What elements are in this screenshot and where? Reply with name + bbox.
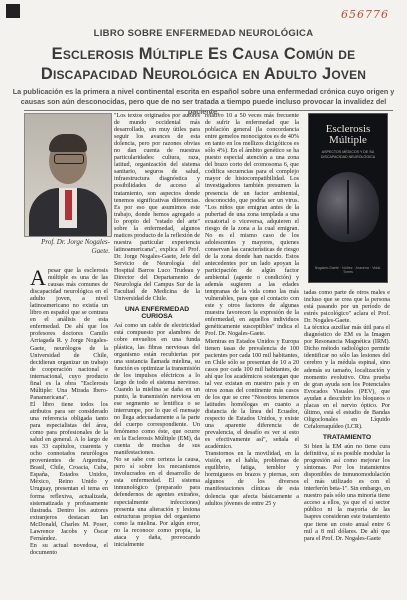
corner-mark bbox=[6, 4, 20, 18]
book-title: Esclerosis Múltiple bbox=[325, 123, 371, 146]
paragraph: No se sabe con certeza la causa, pero sí sobre los mecanismos involucrados en el desarrollo de esta enfermedad. El sistema inmunológico (preparado para defendernos de agentes extraños, especialmente infecciones) presenta una alteración y lesiona estructuras propias del organismo como la mielina. Por algún error, no la reconoce como propia, la ataca y daña, provocando inicialmente bbox=[114, 457, 200, 548]
header-divider bbox=[24, 110, 393, 111]
handwritten-note: 656776 bbox=[341, 8, 389, 21]
paragraph: Transtornos en la movilidad, en la visión, en el habla, problemas de equilibrio, fatiga, temblor y hormigueos en brazos y piernas, son algunos de los diversos manifestaciones clínicas de esta dolencia que afecta básicamente a adultos jóvenes de entre 25 y bbox=[205, 451, 299, 507]
section-subhead: UNA ENFERMEDAD CURIOSA bbox=[124, 306, 190, 321]
book-authors: Nogales-Gaete · Núñez · Aracena · Vidal-Torres bbox=[314, 266, 382, 274]
section-kicker: LIBRO SOBRE ENFERMEDAD NEUROLÓGICA bbox=[93, 28, 314, 39]
brain-illustration bbox=[317, 172, 379, 242]
intro-paragraph: Apesar que la esclerosis múltiple es una de las causas más comunes de discapacidad neurológica en el adulto joven, a nivel latinoamericano no existía un libro en español que se centrara en el análisis de esta enfermedad. De ahí que los profesores doctores Camilo Arriagada R. y Jorge Nogales-Gaete, neurólogos de la Universidad de Chile, decidieran organizar un trabajo de cooperación nacional e internacional, cuyo producto final es la obra "Esclerosis Múltiple: Una Mirada Ibero-Panamericana". bbox=[30, 265, 108, 401]
photo-caption: Prof. Dr. Jorge Nogales-Gaete. bbox=[41, 238, 110, 255]
book-cover-image bbox=[308, 113, 388, 283]
paragraph: La técnica auxiliar más útil para el diagnóstico de EM es la Imagen por Resonancia Magnética (IRM). Dicho método radiológico permite identificar no sólo las lesiones del cerebro y la médula espinal, sino además su tamaño, localización y momento evolutivo. Otra prueba de gran ayuda son los Potenciales Evocados Visuales (PEV), que ayudan a descubrir los bloqueos o placas en el nervio óptico. Por último, está el estudio de Bandas Oligoclonales en Líquido Cefalorraquídeo (LCR). bbox=[304, 325, 390, 430]
text-column-4 bbox=[304, 290, 390, 543]
article-dek: La publicación es la primera a nivel continental escrita en español sobre una enfermedad crónica cuyo origen y causas son aún desconocidas, pero que de no ser tratada a tiempo puede incluso provocar la invalidez del paciente. bbox=[12, 87, 395, 116]
paragraph: tadas como parte de otros males e incluso que se crea que la persona está pasando por un período de estrés psicológico" aclara el Prof. Dr. Nogales-Gaete. bbox=[304, 290, 390, 325]
paragraph: El libro tiene todos los atributos para ser considerado una referencia obligada tanto para especialistas del área, como para profesionales de la salud en general. A lo largo de sus 33 capítulos, cuarenta y ocho connotados neurólogos provenientes de Argentina, Brasil, Chile, Croacia, Cuba, España, Estados Unidos, México, Reino Unido y Uruguay, presentan el tema en forma reflexiva, actualizada, sistematizada y profusamente ilustrada. Dentro los autores extranjeros destacan Ian McDonald, Charles M. Poser, Lawrence Jacobs y Óscar Fernández. bbox=[30, 401, 108, 542]
text-column-1 bbox=[30, 265, 108, 557]
text-column-2 bbox=[114, 113, 200, 549]
paragraph: Mientras en Estados Unidos y Europa tienen tasas de prevalencia de 100 pacientes por cada 100 mil habitantes, en Chile sólo se presentan de 10 a 20 casos por cada 100 mil habitantes, de ahí que los académicos sostengan que tal vez existan en nuestro país y en otros zonas del continente más casos de los que se cree "Nosotros tenemos latitudes homólogas en cuanto a distancia de la línea del Ecuador, respecto de Estados Unidos, y existe una aparente diferencia de prevalencia, el desafío es ver si esto es efectivamente así", señala el académico. bbox=[205, 338, 299, 451]
paragraph: En su actual novedosa, el documento bbox=[30, 542, 108, 556]
section-subhead: TRATAMIENTO bbox=[322, 433, 372, 441]
paragraph: Si bien la EM aún no tiene cura definitiva, sí es posible modular la progresión así como mejorar los síntomas. Por los tratamientos disponibles de inmunomodulación el más utilizado es con el interferón beta-1". Sin embargo, en nuestro país sólo una minoría tiene acceso a ellos, ya que el sí sector público ni la mayoría de las Isapres consideran este tratamiento que tiene un costo anual entre 6 mil a 8 mil dólares. De ahí que para el Prof. Dr. Nogales-Gaete bbox=[304, 443, 390, 542]
drop-cap: A bbox=[30, 265, 46, 290]
paragraph: "Los textos originados por autores de mundo occidental más desarrollado, sin muy útiles para seguir los avances de esta dolencia, pero por razones obvias no dan cuenta de nuestras particularidades: cultura, raza, latitud, organización del sistema sanitario, seguros de salud, infraestructura diagnóstica y posibilidades de acceso al tratamiento, son aspectos donde tenemos significativas diferencias. Es por eso que asumimos este trabajo, donde hemos agregado a lo propio del "estado del arte" sobre la enfermedad, algunos matices producto de la reflexión de nuestra particular experiencia latinoamericana", explica el Prof. Dr. Jorge Nogales-Gaete, Jefe del Servicio de Neurología del Hospital Barros Luco Trudeau y Director del Departamento de Neurología del Campus Sur de la Facultad de Medicina de la Universidad de Chile. bbox=[114, 113, 200, 303]
paragraph: relativo 10 a 50 veces más frecuente de sufrir la enfermedad que la población general (la concordancia entre gemelos monocigotos es de 40% en tanto en los mellizos dicigóticos es sólo 4%). En el ámbito genético se ha puesto especial atención a una zona del brazo corto del cromosoma 6, que codifica secuencias para el complejo mayor de histocompatibilidad. Los investigadores también presumen la presencia de un factor ambiental, desconocido, que podría ser un virus. "Los niños que emigran antes de la pubertad de una zona templada a una ecuatorial o viceversa, adquieren el riesgo de la zona a la cual emigran. No es el mismo caso de los adolescentes y mayores, quienes conservan las características de riesgo de la zona donde han nacido. Estos antecedentes por un lado apoyan la participación de algún factor ambiental (agente o condición) y además sugieren a las edades tempranas de la vida como las más vulnerables, para que el contacto con este y otros factores de algunas muestra favorecen la expresión de la enfermedad, en aquellos individuos genéticamente susceptibles" indica el Prof. Dr. Nogales-Gaete. bbox=[205, 113, 299, 338]
paragraph: Así como un cable de electricidad está compuesto por alambres de cobre envueltos en una funda plástica, las fibras nerviosas del organismo están recubiertas por una sustancia llamada mielina, su función es optimizar la transmisión de los impulsos eléctricos a lo largo de todo el sistema nervioso. Cuando la mielina se daña en un punto, la transmisión nerviosa en ese segmento se lentifica o se interrumpe, por lo que el mensaje no llega adecuadamente a la parte del cuerpo correspondiente. Un fenómeno como éste, que ocurre en la Esclerosis Múltiple (EM), da cuenta de muchas de sus manifestaciones. bbox=[114, 323, 200, 457]
author-photo bbox=[24, 113, 112, 237]
article-headline: Esclerosis Múltiple Es Causa Común de Discapacidad Neurológica en Adulto Joven bbox=[40, 45, 367, 83]
book-subtitle: ASPECTOS MÉDICOS Y DE SU DISCAPACIDAD NEUROLÓGICA bbox=[320, 150, 376, 159]
text-column-3 bbox=[205, 113, 299, 508]
